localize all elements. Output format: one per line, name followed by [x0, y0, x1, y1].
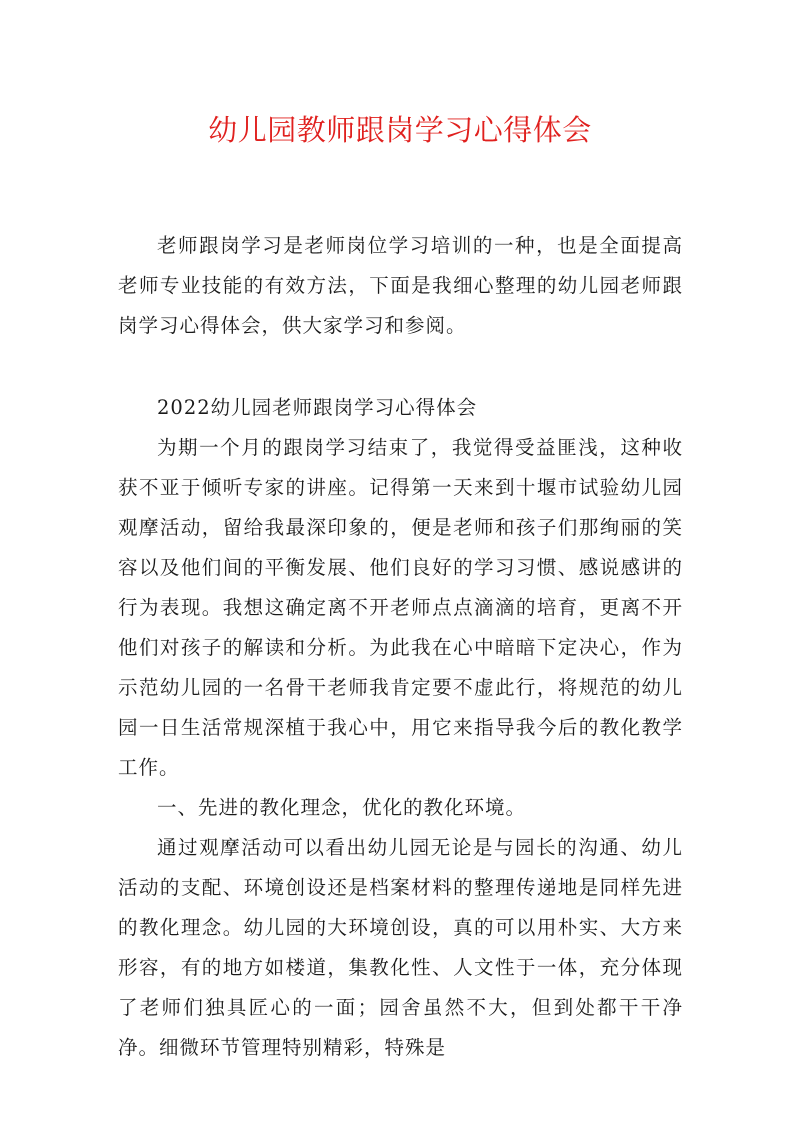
section-subheading: 2022幼儿园老师跟岗学习心得体会: [157, 396, 478, 419]
body-paragraph: 为期一个月的跟岗学习结束了，我觉得受益匪浅，这种收获不亚于倾听专家的讲座。记得第一天来到十堰市试验幼儿园观摩活动，留给我最深印象的，便是老师和孩子们那绚丽的笑容以及他们间的平衡发展、他们良好的学习习惯、感说感讲的行为表现。我想这确定离不开老师点点滴滴的培育，更离不开他们对孩子的解读和分析。为此我在心中暗暗下定决心，作为示范幼儿园的一名骨干老师我肯定要不虚此行，将规范的幼儿园一日生活常规深植于我心中，用它来指导我今后的教化教学工作。: [118, 436, 683, 779]
intro-paragraph: 老师跟岗学习是老师岗位学习培训的一种，也是全面提高老师专业技能的有效方法，下面是我细心整理的幼儿园老师跟岗学习心得体会，供大家学习和参阅。: [118, 234, 683, 337]
page-title: 幼儿园教师跟岗学习心得体会: [208, 113, 592, 147]
article-body: [118, 428, 683, 1068]
section-heading: 一、先进的教化理念，优化的教化环境。: [157, 796, 527, 819]
body-paragraph: 通过观摩活动可以看出幼儿园无论是与园长的沟通、幼儿活动的支配、环境创设还是档案材料的整理传递地是同样先进的教化理念。幼儿园的大环境创设，真的可以用朴实、大方来形容，有的地方如楼道，集教化性、人文性于一体，充分体现了老师们独具匠心的一面；园舍虽然不大，但到处都干干净净。细微环节管理特别精彩，特殊是: [118, 836, 683, 1059]
